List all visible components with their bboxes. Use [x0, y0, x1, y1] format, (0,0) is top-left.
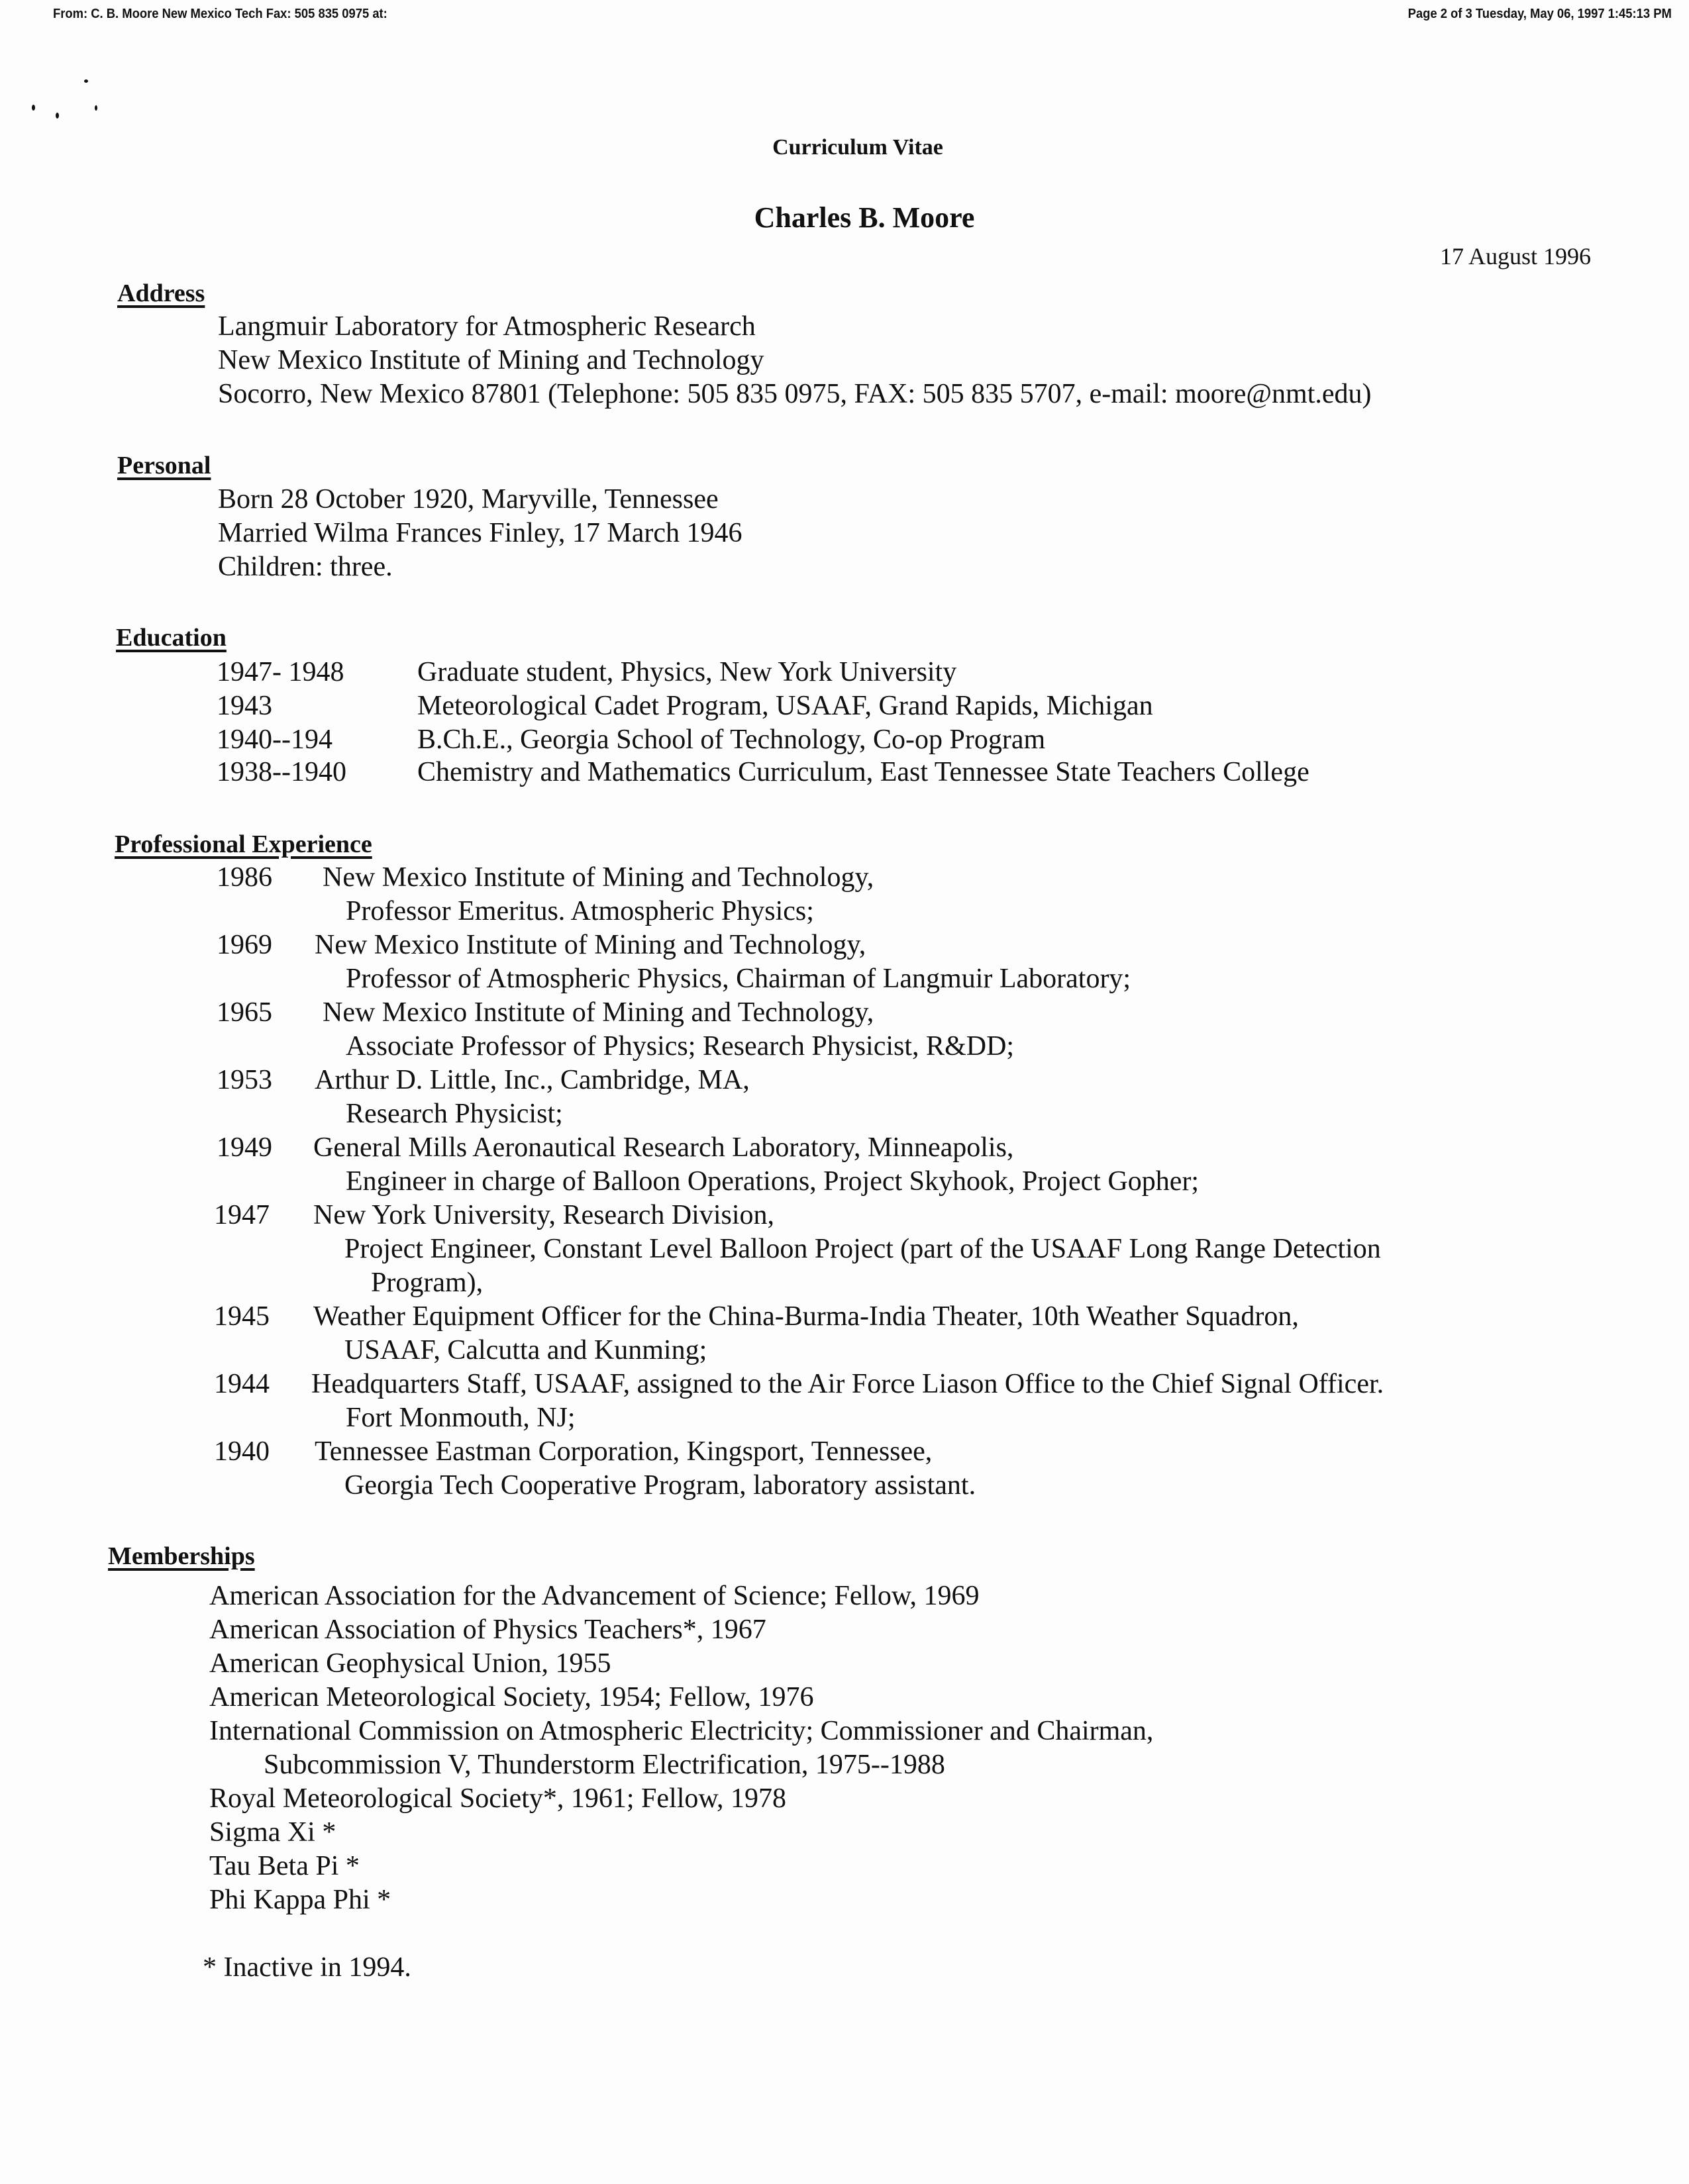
address-line: Socorro, New Mexico 87801 (Telephone: 505 835 0975, FAX: 505 835 5707, e-mail: moore@nmt.edu)	[218, 379, 1372, 409]
fax-header-sender: From: C. B. Moore New Mexico Tech Fax: 505 835 0975 at:	[53, 7, 387, 21]
membership-item: Sigma Xi *	[209, 1817, 336, 1848]
experience-role: Professor of Atmospheric Physics, Chairman of Langmuir Laboratory;	[346, 964, 1131, 994]
scan-speck	[95, 105, 97, 111]
membership-item: American Meteorological Society, 1954; Fellow, 1976	[209, 1682, 814, 1712]
membership-item: American Association for the Advancement of Science; Fellow, 1969	[209, 1581, 980, 1611]
personal-line: Married Wilma Frances Finley, 17 March 1946	[218, 518, 742, 548]
experience-year: 1945	[214, 1301, 270, 1332]
scan-speck	[56, 113, 59, 119]
experience-employer: Tennessee Eastman Corporation, Kingsport, Tennessee,	[315, 1436, 933, 1467]
experience-role: Fort Monmouth, NJ;	[346, 1403, 576, 1433]
experience-year: 1949	[217, 1132, 272, 1163]
education-heading: Education	[116, 624, 227, 652]
address-line: New Mexico Institute of Mining and Technology	[218, 345, 764, 375]
experience-employer: Weather Equipment Officer for the China-Burma-India Theater, 10th Weather Squadron,	[313, 1301, 1299, 1332]
experience-year: 1969	[217, 930, 272, 960]
experience-employer: New Mexico Institute of Mining and Technology,	[315, 930, 866, 960]
membership-item: Phi Kappa Phi *	[209, 1885, 391, 1915]
experience-heading: Professional Experience	[115, 830, 372, 858]
experience-role: Georgia Tech Cooperative Program, laboratory assistant.	[344, 1470, 976, 1501]
education-description: B.Ch.E., Georgia School of Technology, Co-op Program	[417, 724, 1046, 755]
personal-line: Born 28 October 1920, Maryville, Tennessee	[218, 484, 719, 515]
education-years: 1947- 1948	[217, 657, 344, 687]
memberships-footnote: * Inactive in 1994.	[203, 1952, 411, 1983]
membership-item: American Geophysical Union, 1955	[209, 1648, 611, 1679]
membership-item: Tau Beta Pi *	[209, 1851, 360, 1881]
experience-employer: New Mexico Institute of Mining and Technology,	[323, 997, 874, 1028]
experience-year: 1953	[217, 1065, 272, 1095]
address-heading: Address	[117, 279, 205, 307]
experience-year: 1986	[217, 862, 272, 893]
membership-item: American Association of Physics Teachers*, 1967	[209, 1614, 766, 1645]
education-description: Graduate student, Physics, New York University	[417, 657, 957, 687]
experience-role: USAAF, Calcutta and Kunming;	[344, 1335, 707, 1365]
experience-role: Project Engineer, Constant Level Balloon Project (part of the USAAF Long Range Detection	[344, 1234, 1381, 1264]
scan-speck	[32, 105, 35, 111]
experience-role: Research Physicist;	[346, 1099, 563, 1129]
scan-speck	[84, 79, 88, 83]
membership-item-continued: Subcommission V, Thunderstorm Electrification, 1975--1988	[264, 1750, 945, 1780]
person-name: Charles B. Moore	[754, 201, 975, 234]
fax-header-page-timestamp: Page 2 of 3 Tuesday, May 06, 1997 1:45:13 PM	[1408, 7, 1672, 21]
experience-role: Associate Professor of Physics; Research Physicist, R&DD;	[346, 1031, 1015, 1062]
membership-item: Royal Meteorological Society*, 1961; Fellow, 1978	[209, 1783, 786, 1814]
education-years: 1940--194	[217, 724, 333, 755]
education-years: 1943	[217, 691, 272, 721]
experience-role: Engineer in charge of Balloon Operations, Project Skyhook, Project Gopher;	[346, 1166, 1200, 1197]
document-title: Curriculum Vitae	[772, 135, 943, 160]
education-description: Meteorological Cadet Program, USAAF, Grand Rapids, Michigan	[417, 691, 1153, 721]
education-years: 1938--1940	[217, 757, 346, 787]
experience-year: 1947	[214, 1200, 270, 1230]
experience-year: 1944	[214, 1369, 270, 1399]
experience-employer: New York University, Research Division,	[313, 1200, 775, 1230]
experience-employer: New Mexico Institute of Mining and Technology,	[323, 862, 874, 893]
experience-role: Professor Emeritus. Atmospheric Physics;	[346, 896, 814, 926]
membership-item: International Commission on Atmospheric Electricity; Commissioner and Chairman,	[209, 1716, 1154, 1746]
document-date: 17 August 1996	[1439, 243, 1591, 270]
address-line: Langmuir Laboratory for Atmospheric Research	[218, 311, 756, 342]
experience-employer: General Mills Aeronautical Research Laboratory, Minneapolis,	[313, 1132, 1014, 1163]
experience-employer: Headquarters Staff, USAAF, assigned to the Air Force Liason Office to the Chief Signal Officer.	[311, 1369, 1384, 1399]
education-description: Chemistry and Mathematics Curriculum, East Tennessee State Teachers College	[417, 757, 1309, 787]
memberships-heading: Memberships	[108, 1542, 255, 1570]
experience-year: 1965	[217, 997, 272, 1028]
experience-role-continued: Program),	[371, 1267, 484, 1298]
personal-line: Children: three.	[218, 552, 393, 582]
personal-heading: Personal	[117, 452, 211, 479]
experience-employer: Arthur D. Little, Inc., Cambridge, MA,	[315, 1065, 750, 1095]
experience-year: 1940	[214, 1436, 270, 1467]
